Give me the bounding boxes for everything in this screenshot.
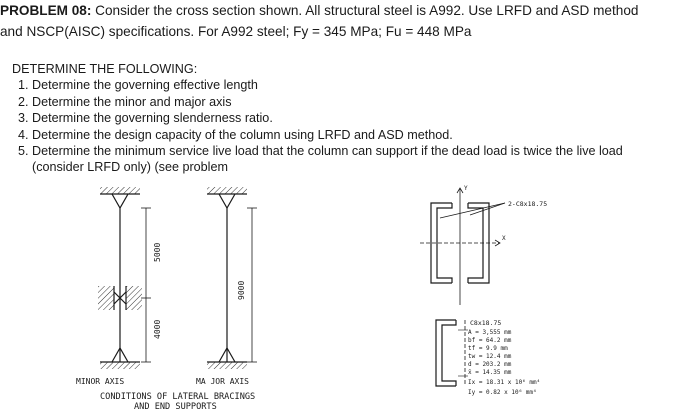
minor-axis-column [98,187,151,369]
dim-upper-text: 5000 [153,242,162,262]
dim-lower-text: 4000 [153,319,162,339]
determine-item-5: 5. Determine the minimum service live load that the column can support if the dead load is twice the live load [18,144,623,159]
built-up-section [420,188,505,305]
determine-item-1: 1. Determine the governing effective length [18,78,258,93]
caption-line-1: CONDITIONS OF LATERAL BRACINGS [100,392,256,402]
prop-bf: bf = 64.2 mm [468,337,512,344]
caption-line-2: AND END SUPPORTS [134,402,217,412]
section-callout: 2-C8x18.75 [508,200,548,208]
major-axis-column [207,187,257,369]
determine-item-5-cont: (consider LRFD only) (see problem [18,160,228,175]
prop-iy: Iy = 0.82 x 10⁶ mm⁴ [468,389,537,396]
determine-item-3: 3. Determine the governing slenderness ratio. [18,111,273,126]
problem-line-2: and NSCP(AISC) specifications. For A992 steel; Fy = 345 MPa; Fu = 448 MPa [0,24,472,39]
minor-axis-label: MINOR AXIS [76,377,125,386]
problem-label: PROBLEM 08: [0,3,92,18]
channel-detail [436,320,468,386]
prop-d: d = 203.2 mm [468,361,512,368]
props-list [468,329,540,396]
determine-item-2: 2. Determine the minor and major axis [18,94,232,109]
props-title: C8x18.75 [470,319,502,327]
prop-tf: tf = 9.9 mm [468,345,508,352]
determine-heading: DETERMINE THE FOLLOWING: [12,62,198,76]
determine-item-4: 4. Determine the design capacity of the column using LRFD and ASD method. [18,127,453,142]
dim-full-text: 9000 [237,280,246,300]
prop-xbar: x̄ = 14.35 mm [468,369,512,376]
problem-line-1-text: Consider the cross section shown. All structural steel is A992. Use LRFD and ASD method [91,3,639,18]
major-axis-label: MA JOR AXIS [196,377,249,386]
x-axis-label: X [502,235,506,242]
prop-ix: Ix = 18.31 x 10⁶ mm⁴ [468,379,541,386]
prop-tw: tw = 12.4 mm [468,353,512,360]
y-axis-label: Y [464,185,468,192]
prop-area: A = 3,555 mm [468,329,512,336]
